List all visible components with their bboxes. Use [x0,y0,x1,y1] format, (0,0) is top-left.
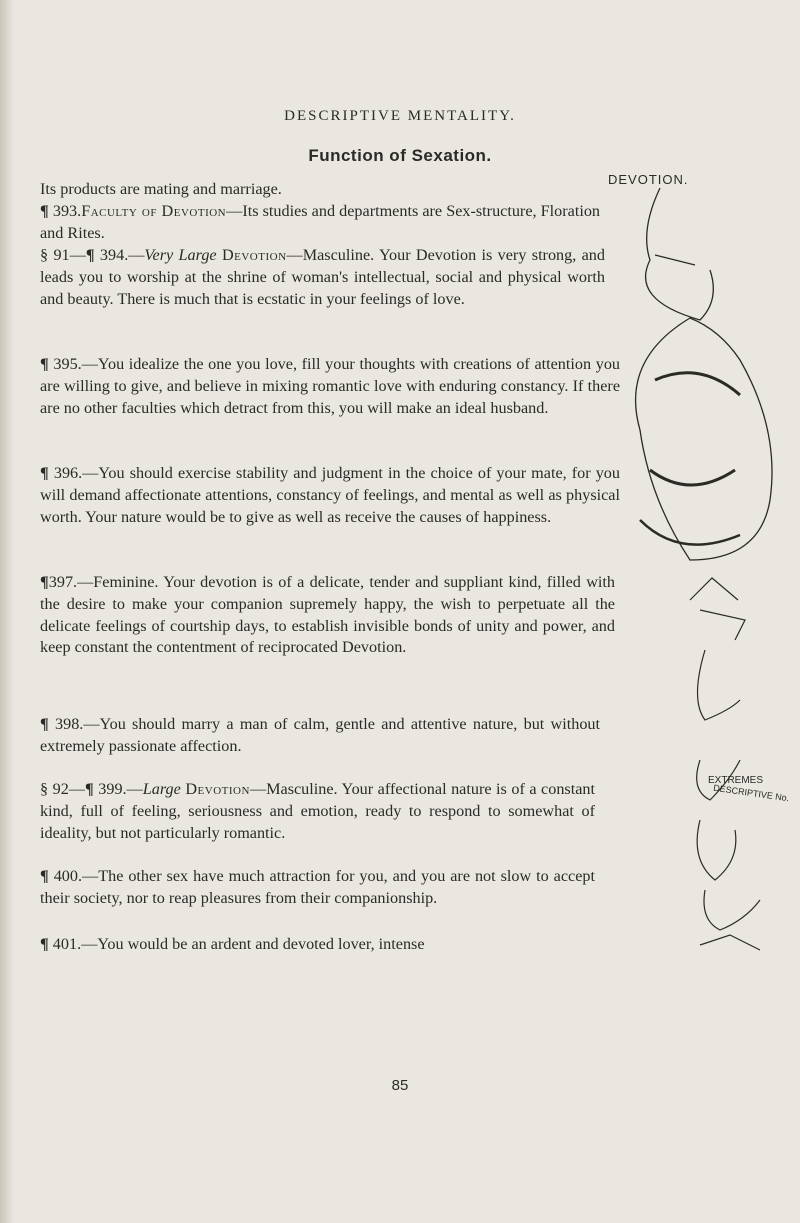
paragraph-number: 401. [52,935,82,953]
paragraph-heading: Devotion [185,780,250,798]
paragraph-text: —Masculine. Your Devotion is very strong, and leads you to worship at the shrine of woman's intellectual, social and physical worth and beauty. There is much that is ecstatic in your feelings of love. [40,246,605,308]
paragraph-text: —Its studies and departments are Sex-structure, Floration and Rites. [40,202,601,242]
pilcrow-icon: ¶ [85,246,95,264]
pilcrow-icon: ¶ [40,573,49,591]
paragraph-text: —You idealize the one you love, fill your thoughts with creations of attention you are willing to give, and believe in mixing romantic love with enduring constancy. If there are no other faculties which detract from this, you will make an ideal husband. [40,355,621,417]
paragraph-397 [40,572,615,659]
pilcrow-icon: ¶ [40,935,49,953]
paragraph-text: —You would be an ardent and devoted lover, intense [81,935,425,953]
paragraph-heading: Faculty of Devotion [81,202,227,220]
paragraph-number: 394. [99,246,129,264]
size-label: Large [142,780,181,798]
paragraph-text: —You should marry a man of calm, gentle and attentive nature, but without extremely passionate affection. [40,715,601,755]
paragraph-number: 400. [53,867,83,885]
pilcrow-icon: ¶ [40,867,49,885]
paragraph-number: 399. [98,780,127,798]
paragraph-401 [40,934,600,956]
descriptive-diagram-label: DESCRIPTIVE No. [712,782,790,804]
paragraph-398 [40,714,600,758]
paragraph-text: —Feminine. Your devotion is of a delicate, tender and suppliant kind, filled with the desire to make your companion supremely happy, the wish to perpetuate all the delicate feelings of courtship days, to establish invisible bonds of unity and power, and keep constant the contentment of reciprocated Devotion. [40,573,615,657]
paragraph-text: —The other sex have much attraction for you, and you are not slow to accept their society, nor to reap pleasures from their companionship. [40,867,595,907]
paragraph-393 [40,201,600,245]
paragraph-394: § 91—¶ 394.—Very Large Devotion—Masculine. Your Devotion is very strong, and leads you to worship at the shrine of woman's intellectual, social and physical worth and beauty. There is much that is ecstatic in your feelings of love. [40,246,605,308]
devotion-diagram-label: DEVOTION. [608,172,689,187]
pilcrow-icon: ¶ [84,780,94,798]
paragraph-396 [40,463,620,528]
pilcrow-icon: ¶ [40,202,49,220]
paragraph-number: 396. [53,464,83,482]
paragraph-text: —Masculine. Your affectional nature is of a constant kind, full of feeling, seriousness and emotion, ready to respond to somewhat of ideality, but not particularly romantic. [40,780,595,842]
pilcrow-icon: ¶ [40,464,49,482]
paragraph-heading: Devotion [221,246,287,264]
paragraph-number: 393. [52,202,82,220]
paragraph-text: —You should exercise stability and judgment in the choice of your mate, for you will demand affectionate attentions, constancy of feelings, and mental as well as physical worth. Your nature would be to give as well as receive the causes of happiness. [40,464,620,526]
paragraph-400 [40,866,595,910]
extremes-diagram-label: EXTREMES [708,775,764,786]
section-ref: § 91— [40,246,86,264]
page-number: 85 [391,1077,409,1094]
paragraph-number: 398. [55,715,84,733]
intro-paragraph [40,179,560,201]
devotion-head-diagram [636,188,772,560]
paragraph-number: 397. [48,573,78,591]
paragraph-395 [40,354,620,419]
pilcrow-icon: ¶ [40,355,49,373]
intro-text: Its products are mating and marriage. [40,180,282,198]
pilcrow-icon: ¶ [40,715,49,733]
size-label: Very Large [144,246,217,264]
section-ref: § 92— [40,780,85,798]
section-title: Function of Sexation. [308,146,492,165]
paragraph-number: 395. [53,355,82,373]
running-head: DESCRIPTIVE MENTALITY. [284,108,516,124]
page-binding-shadow [0,0,14,1223]
paragraph-399: § 92—¶ 399.—Large Devotion—Masculine. Your affectional nature is of a constant kind, full of feeling, seriousness and emotion, ready to respond to somewhat of ideality, but not particularly romantic. [40,780,595,842]
extremes-head-diagrams [690,578,760,950]
